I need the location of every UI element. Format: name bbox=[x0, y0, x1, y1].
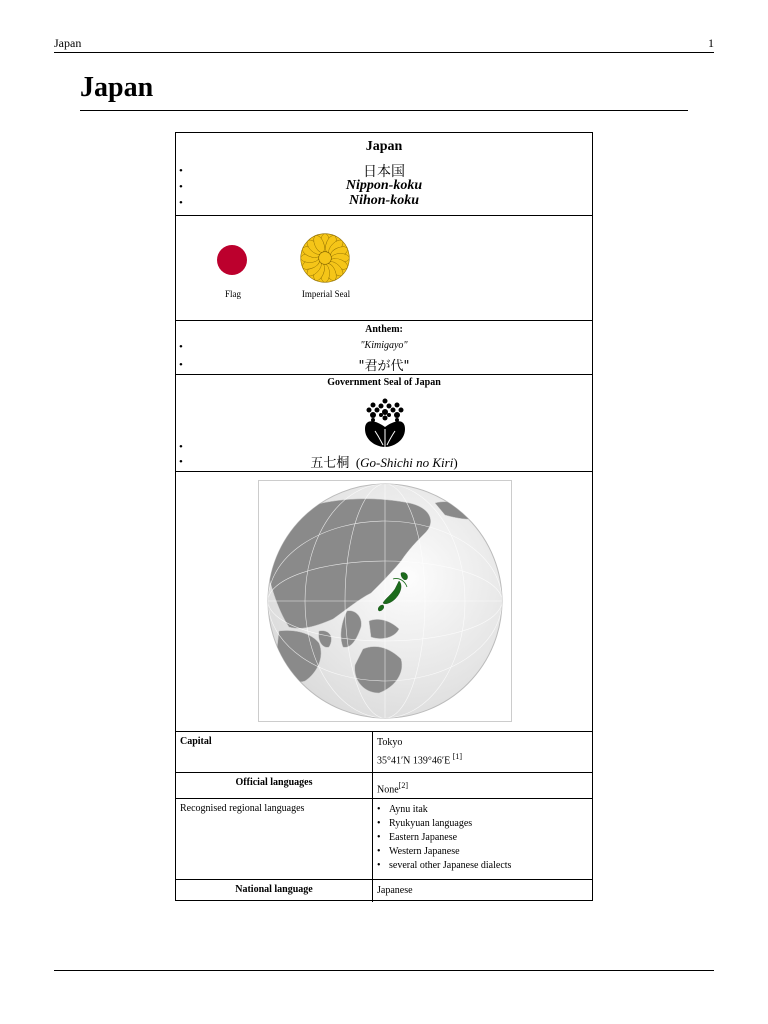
page-title: Japan bbox=[80, 72, 154, 103]
row-national-language bbox=[176, 880, 592, 902]
row-capital bbox=[176, 732, 592, 773]
row-official-languages bbox=[176, 773, 592, 799]
footer-rule bbox=[54, 970, 714, 971]
regional-languages-list bbox=[377, 803, 511, 873]
list-item: • Aynu itak bbox=[377, 803, 511, 817]
row-regional-languages bbox=[176, 799, 592, 880]
official-languages-label: Official languages bbox=[235, 777, 313, 788]
capital-ref[interactable]: [1] bbox=[452, 752, 463, 761]
list-item: • Eastern Japanese bbox=[377, 831, 511, 845]
list-item: • Ryukyuan languages bbox=[377, 817, 511, 831]
imperial-seal-icon bbox=[298, 231, 352, 285]
anthem-native: "君が代" bbox=[358, 359, 410, 374]
flag-caption: Flag bbox=[224, 289, 241, 299]
page-number: 1 bbox=[708, 36, 714, 50]
anthem-romaji: "Kimigayo" bbox=[360, 340, 408, 351]
national-language-value: Japanese bbox=[377, 885, 413, 896]
anthem-label: Anthem: bbox=[365, 324, 403, 335]
gov-seal-name: 五七桐 (Go-Shichi no Kiri) bbox=[310, 455, 458, 471]
gov-seal-label: Government Seal of Japan bbox=[327, 377, 441, 388]
gov-seal-section: Government Seal of Japan • • 五七桐 (Go-Shichi no Kiri) bbox=[176, 375, 592, 472]
list-item: • Western Japanese bbox=[377, 845, 511, 859]
title-rule bbox=[80, 110, 688, 111]
official-languages-value: None[2] bbox=[377, 781, 408, 796]
orthographic-map-image bbox=[258, 480, 512, 722]
header-title: Japan bbox=[54, 36, 82, 50]
official-languages-ref[interactable]: [2] bbox=[398, 781, 408, 790]
anthem-section: Anthem: • • "Kimigayo" "君が代" bbox=[176, 321, 592, 375]
flag-seal-section bbox=[176, 216, 592, 321]
infobox bbox=[175, 132, 593, 901]
list-item: • several other Japanese dialects bbox=[377, 859, 511, 873]
native-name-kanji: 日本国 bbox=[363, 164, 405, 180]
native-name-nihon: Nihon-koku bbox=[348, 193, 420, 208]
national-language-label: National language bbox=[235, 884, 313, 895]
seal-caption: Imperial Seal bbox=[301, 289, 351, 299]
paulownia-crest-icon bbox=[361, 397, 409, 449]
infobox-name-section: Japan • • • 日本国 Nippon-koku Nihon-koku bbox=[176, 133, 592, 216]
capital-coords: 35°41′N 139°46′E bbox=[377, 755, 451, 767]
running-header bbox=[54, 36, 714, 53]
capital-value: Tokyo 35°41′N 139°46′E [1] bbox=[377, 737, 463, 767]
capital-label: Capital bbox=[180, 736, 212, 747]
native-name-nippon: Nippon-koku bbox=[345, 178, 423, 193]
infobox-title: Japan bbox=[365, 139, 403, 154]
flag-image bbox=[196, 238, 268, 282]
map-section bbox=[176, 472, 592, 732]
regional-languages-label: Recognised regional languages bbox=[180, 803, 305, 814]
